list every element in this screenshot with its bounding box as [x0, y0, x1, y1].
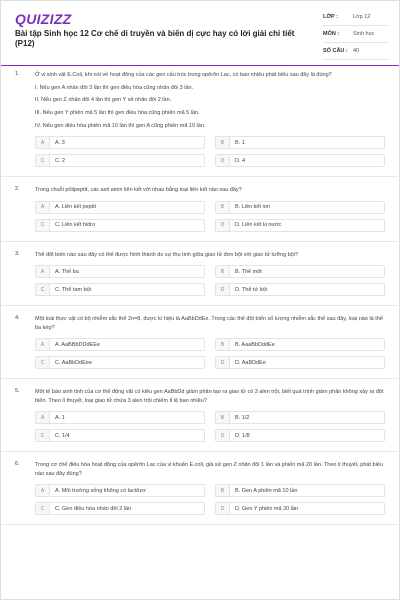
option-letter: D [216, 220, 230, 231]
quizizz-logo: QUIZIZZ [15, 11, 72, 27]
question-statement: IV. Nếu gen điều hòa phiên mã 10 lần thì gen A cũng phiên mã 10 lần. [35, 122, 206, 129]
option-letter: A [36, 266, 50, 277]
option-letter: B [216, 202, 230, 213]
option-text: D. 1/8 [235, 432, 250, 439]
option-text: A. AaBBbDDdEEe [55, 341, 100, 348]
question-item [1, 251, 400, 297]
question-statement: III. Nếu gen Y phiên mã 5 lần thì gen điều hòa cũng phiên mã 5 lần. [35, 109, 200, 116]
option-text: A. Thể ba [55, 268, 79, 275]
option-text: B. Thể một [235, 268, 262, 275]
option-letter: B [216, 266, 230, 277]
meta-value: 40 [353, 48, 360, 54]
answer-options [35, 265, 385, 296]
option-letter: A [36, 485, 50, 496]
option-letter: B [216, 412, 230, 423]
option-text: D. Thể tứ bội [235, 286, 268, 293]
question-item [1, 461, 400, 515]
question-item [1, 71, 400, 167]
question-text: Trong cơ chế điều hòa hoạt động của opêrôn Lac của vi khuẩn E.coli, giả sử gen Z nhân đôi 1 lần và phiên mã 20 lần. Theo lí thuyết, phát biểu nào sau đây đúng? [35, 462, 383, 477]
option-letter: A [36, 137, 50, 148]
option-text: A. Môi trường sống không có lactôzơ [55, 487, 146, 494]
question-statement: II. Nếu gen Z nhân đôi 4 lần thì gen Y sẽ nhân đôi 2 lần. [35, 97, 172, 104]
question-text: Một loài thực vật có bộ nhiễm sắc thể 2n=8, được kí hiệu là AaBbDdEe. Trong các thể đột biến số lượng nhiễm sắc thể sau đây, loại nào là thể ba kép? [35, 316, 383, 331]
question-text: Trong chuỗi pôlipeptit, các axit amin liên kết với nhau bằng loại liên kết nào sau đây? [35, 187, 242, 194]
option-letter: B [216, 137, 230, 148]
option-text: A. 3 [55, 139, 65, 146]
question-text: Ở vi sinh vật E.Coli, khi nói về hoạt động của các gen cấu trúc trong opêrôn Lac, có bao nhiêu phát biểu sau đây là đúng? [35, 72, 332, 78]
option-text: D. AaBDdEe [235, 359, 266, 366]
answer-option[interactable] [35, 219, 205, 232]
option-text: C. Thể tam bội [55, 286, 91, 293]
answer-option[interactable] [215, 265, 385, 278]
option-letter: C [36, 430, 50, 441]
meta-row-grade [323, 9, 389, 26]
answer-options [35, 136, 385, 167]
answer-option[interactable] [215, 201, 385, 214]
header [1, 1, 399, 65]
option-letter: C [36, 284, 50, 295]
answer-option[interactable] [35, 484, 205, 497]
option-letter: A [36, 339, 50, 350]
option-letter: C [36, 503, 50, 514]
answer-option[interactable] [215, 154, 385, 167]
option-letter: D [216, 155, 230, 166]
answer-option[interactable] [35, 136, 205, 149]
option-letter: C [36, 357, 50, 368]
question-number: 1. [15, 71, 20, 77]
option-text: B. 1 [235, 139, 245, 146]
meta-row-count [323, 43, 389, 60]
question-divider [1, 305, 400, 306]
option-letter: A [36, 202, 50, 213]
option-letter: B [216, 339, 230, 350]
answer-option[interactable] [215, 502, 385, 515]
answer-option[interactable] [35, 265, 205, 278]
answer-option[interactable] [35, 283, 205, 296]
answer-option[interactable] [35, 356, 205, 369]
answer-option[interactable] [35, 154, 205, 167]
option-text: A. Liên kết peptit [55, 204, 96, 211]
answer-options [35, 338, 385, 369]
answer-options [35, 411, 385, 442]
question-divider [1, 176, 400, 177]
option-letter: C [36, 220, 50, 231]
meta-key: LỚP : [323, 14, 338, 20]
meta-value: Lớp 12 [353, 14, 371, 20]
option-text: B. Liên kết ion [235, 204, 270, 211]
answer-options [35, 201, 385, 232]
option-text: D. Liên kết kị nước [235, 222, 282, 229]
answer-option[interactable] [35, 201, 205, 214]
option-letter: D [216, 284, 230, 295]
answer-option[interactable] [215, 411, 385, 424]
meta-row-subject [323, 26, 389, 43]
question-number: 6. [15, 461, 20, 468]
option-text: C. 1/4 [55, 432, 70, 439]
answer-option[interactable] [215, 356, 385, 369]
answer-option[interactable] [35, 429, 205, 442]
answer-option[interactable] [215, 219, 385, 232]
option-text: B. 1/2 [235, 414, 250, 421]
question-divider [1, 378, 400, 379]
answer-option[interactable] [35, 411, 205, 424]
meta-key: MÔN : [323, 31, 340, 37]
question-divider [1, 451, 400, 452]
option-letter: B [216, 485, 230, 496]
answer-option[interactable] [215, 484, 385, 497]
question-number: 5. [15, 388, 20, 395]
answer-option[interactable] [215, 283, 385, 296]
answer-option[interactable] [215, 429, 385, 442]
header-divider [1, 65, 399, 66]
answer-option[interactable] [215, 136, 385, 149]
option-text: D. 4 [235, 157, 246, 164]
question-text: Thể đột biến nào sau đây có thể được hình thành do sự thụ tinh giữa giao tử đơn bội với giao tử lưỡng bội? [35, 251, 299, 258]
meta-value: Sinh học [353, 31, 375, 37]
option-letter: D [216, 430, 230, 441]
option-text: C. Gen điều hòa nhân đôi 2 lần [55, 505, 132, 512]
question-divider [1, 241, 400, 242]
question-number: 3. [15, 250, 20, 257]
answer-option[interactable] [35, 338, 205, 351]
question-item [1, 388, 400, 442]
question-number: 4. [15, 315, 20, 322]
option-letter: A [36, 412, 50, 423]
answer-option[interactable] [35, 502, 205, 515]
option-text: A. 1 [55, 414, 65, 421]
question-statement: I. Nếu gen A nhân đôi 3 lần thì gen điều hòa cũng nhân đôi 3 lần. [35, 84, 194, 91]
option-text: B. AaaBbDddEe [235, 341, 275, 348]
question-item [1, 315, 400, 369]
question-item [1, 186, 400, 232]
answer-options [35, 484, 385, 515]
option-letter: C [36, 155, 50, 166]
option-letter: D [216, 503, 230, 514]
meta-info [323, 9, 389, 60]
option-text: C. AaBbDdEee [55, 359, 92, 366]
question-list [1, 71, 400, 534]
page-title: Bài tập Sinh học 12 Cơ chế di truyền và biến dị cực hay có lời giải chi tiết (P12) [15, 29, 295, 48]
answer-option[interactable] [215, 338, 385, 351]
question-text: Một tế bào sinh tinh của cơ thể động vật có kiểu gen AaBbDd giảm phân tạo ra giao tử có 3 alen trội, biết quá trình giảm phân không xảy ra đột biến. Theo lí thuyết, loại giao tử chứa 3 alen trội chiếm tỉ lệ bao nhiêu? [35, 389, 384, 404]
meta-key: SỐ CÂU : [323, 48, 348, 54]
option-text: C. Liên kết hidro [55, 222, 96, 229]
option-text: D. Gen Y phiên mã 20 lần [235, 505, 299, 512]
question-divider [1, 524, 400, 525]
option-letter: D [216, 357, 230, 368]
question-number: 2. [15, 186, 20, 193]
option-text: B. Gen A phiên mã 10 lần [235, 487, 298, 494]
option-text: C. 2 [55, 157, 66, 164]
